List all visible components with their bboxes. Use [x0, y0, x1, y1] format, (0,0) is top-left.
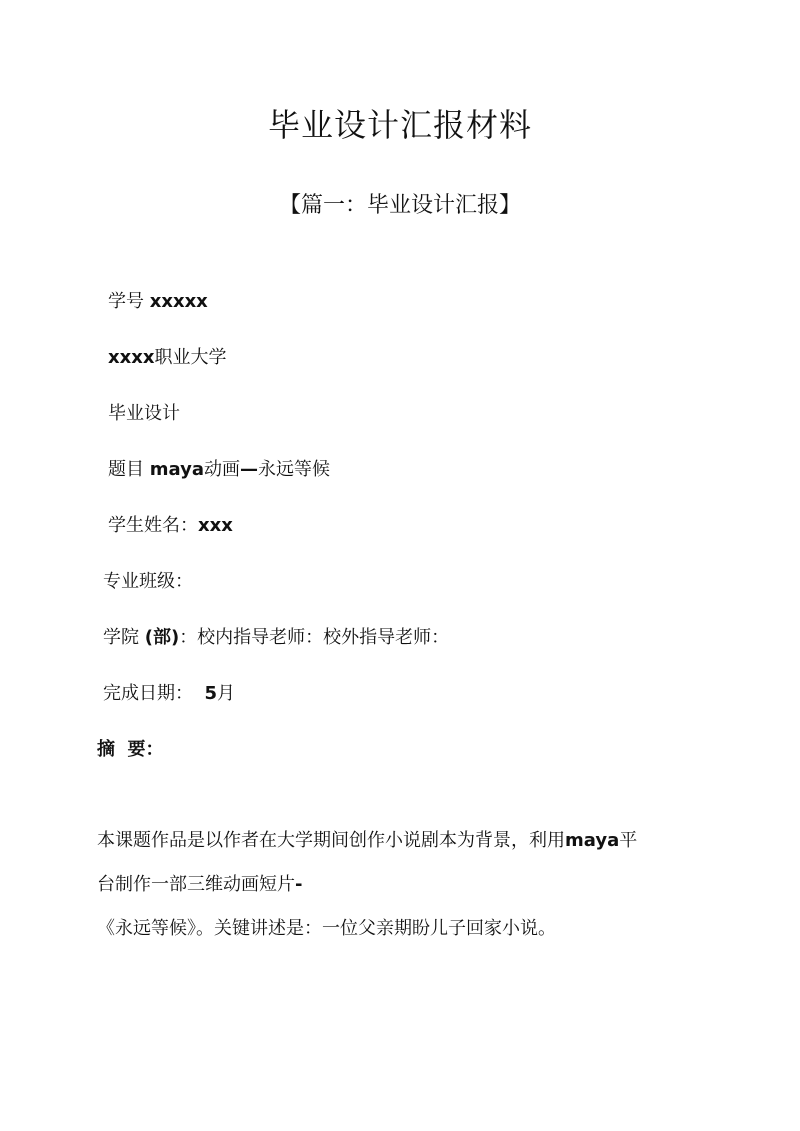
- design-line: 毕业设计: [108, 403, 180, 424]
- college-line: [103, 623, 449, 649]
- document-title: 毕业设计汇报材料: [267, 106, 532, 144]
- university-prefix: xxxx: [108, 347, 155, 368]
- topic-title: 永远等候: [257, 459, 330, 480]
- student-id-line: [108, 287, 208, 313]
- major-class-line: 专业班级：: [103, 571, 193, 592]
- completion-num: 5: [204, 683, 217, 704]
- university-suffix: 职业大学: [154, 347, 227, 368]
- abstract-heading: 摘 要：: [97, 739, 164, 760]
- college-rest: ：校内指导老师：校外指导老师：: [179, 627, 450, 648]
- student-name-value: xxx: [198, 515, 233, 536]
- student-name-line: [108, 511, 233, 537]
- abstract-line1-a: 本课题作品是以作者在大学期间创作小说剧本为背景，利用: [97, 830, 565, 851]
- abstract-line2-dash: -: [295, 874, 303, 895]
- topic-line: [108, 455, 330, 481]
- completion-label: 完成日期：: [103, 683, 205, 704]
- abstract-line1-maya: maya: [565, 830, 620, 851]
- college-dept: (部): [144, 627, 180, 648]
- topic-label: 题目: [108, 459, 150, 480]
- topic-dash: —: [239, 459, 258, 480]
- topic-anim: 动画: [203, 459, 240, 480]
- college-label: 学院: [103, 627, 145, 648]
- completion-month: 月: [216, 683, 235, 704]
- student-name-label: 学生姓名：: [108, 515, 198, 536]
- abstract-line1-b: 平: [619, 830, 638, 851]
- abstract-line-3: 《永远等候》。关键讲述是：一位父亲期盼儿子回家小说。: [97, 918, 556, 939]
- document-subtitle: 【篇一：毕业设计汇报】: [278, 193, 521, 218]
- abstract-line-1: [97, 826, 637, 852]
- abstract-line-2: [97, 870, 302, 896]
- university-line: [108, 343, 226, 369]
- student-id-label: 学号: [108, 291, 150, 312]
- student-id-value: xxxxx: [149, 291, 208, 312]
- completion-date-line: [103, 679, 235, 705]
- topic-maya: maya: [149, 459, 204, 480]
- abstract-line2-a: 台制作一部三维动画短片: [97, 874, 295, 895]
